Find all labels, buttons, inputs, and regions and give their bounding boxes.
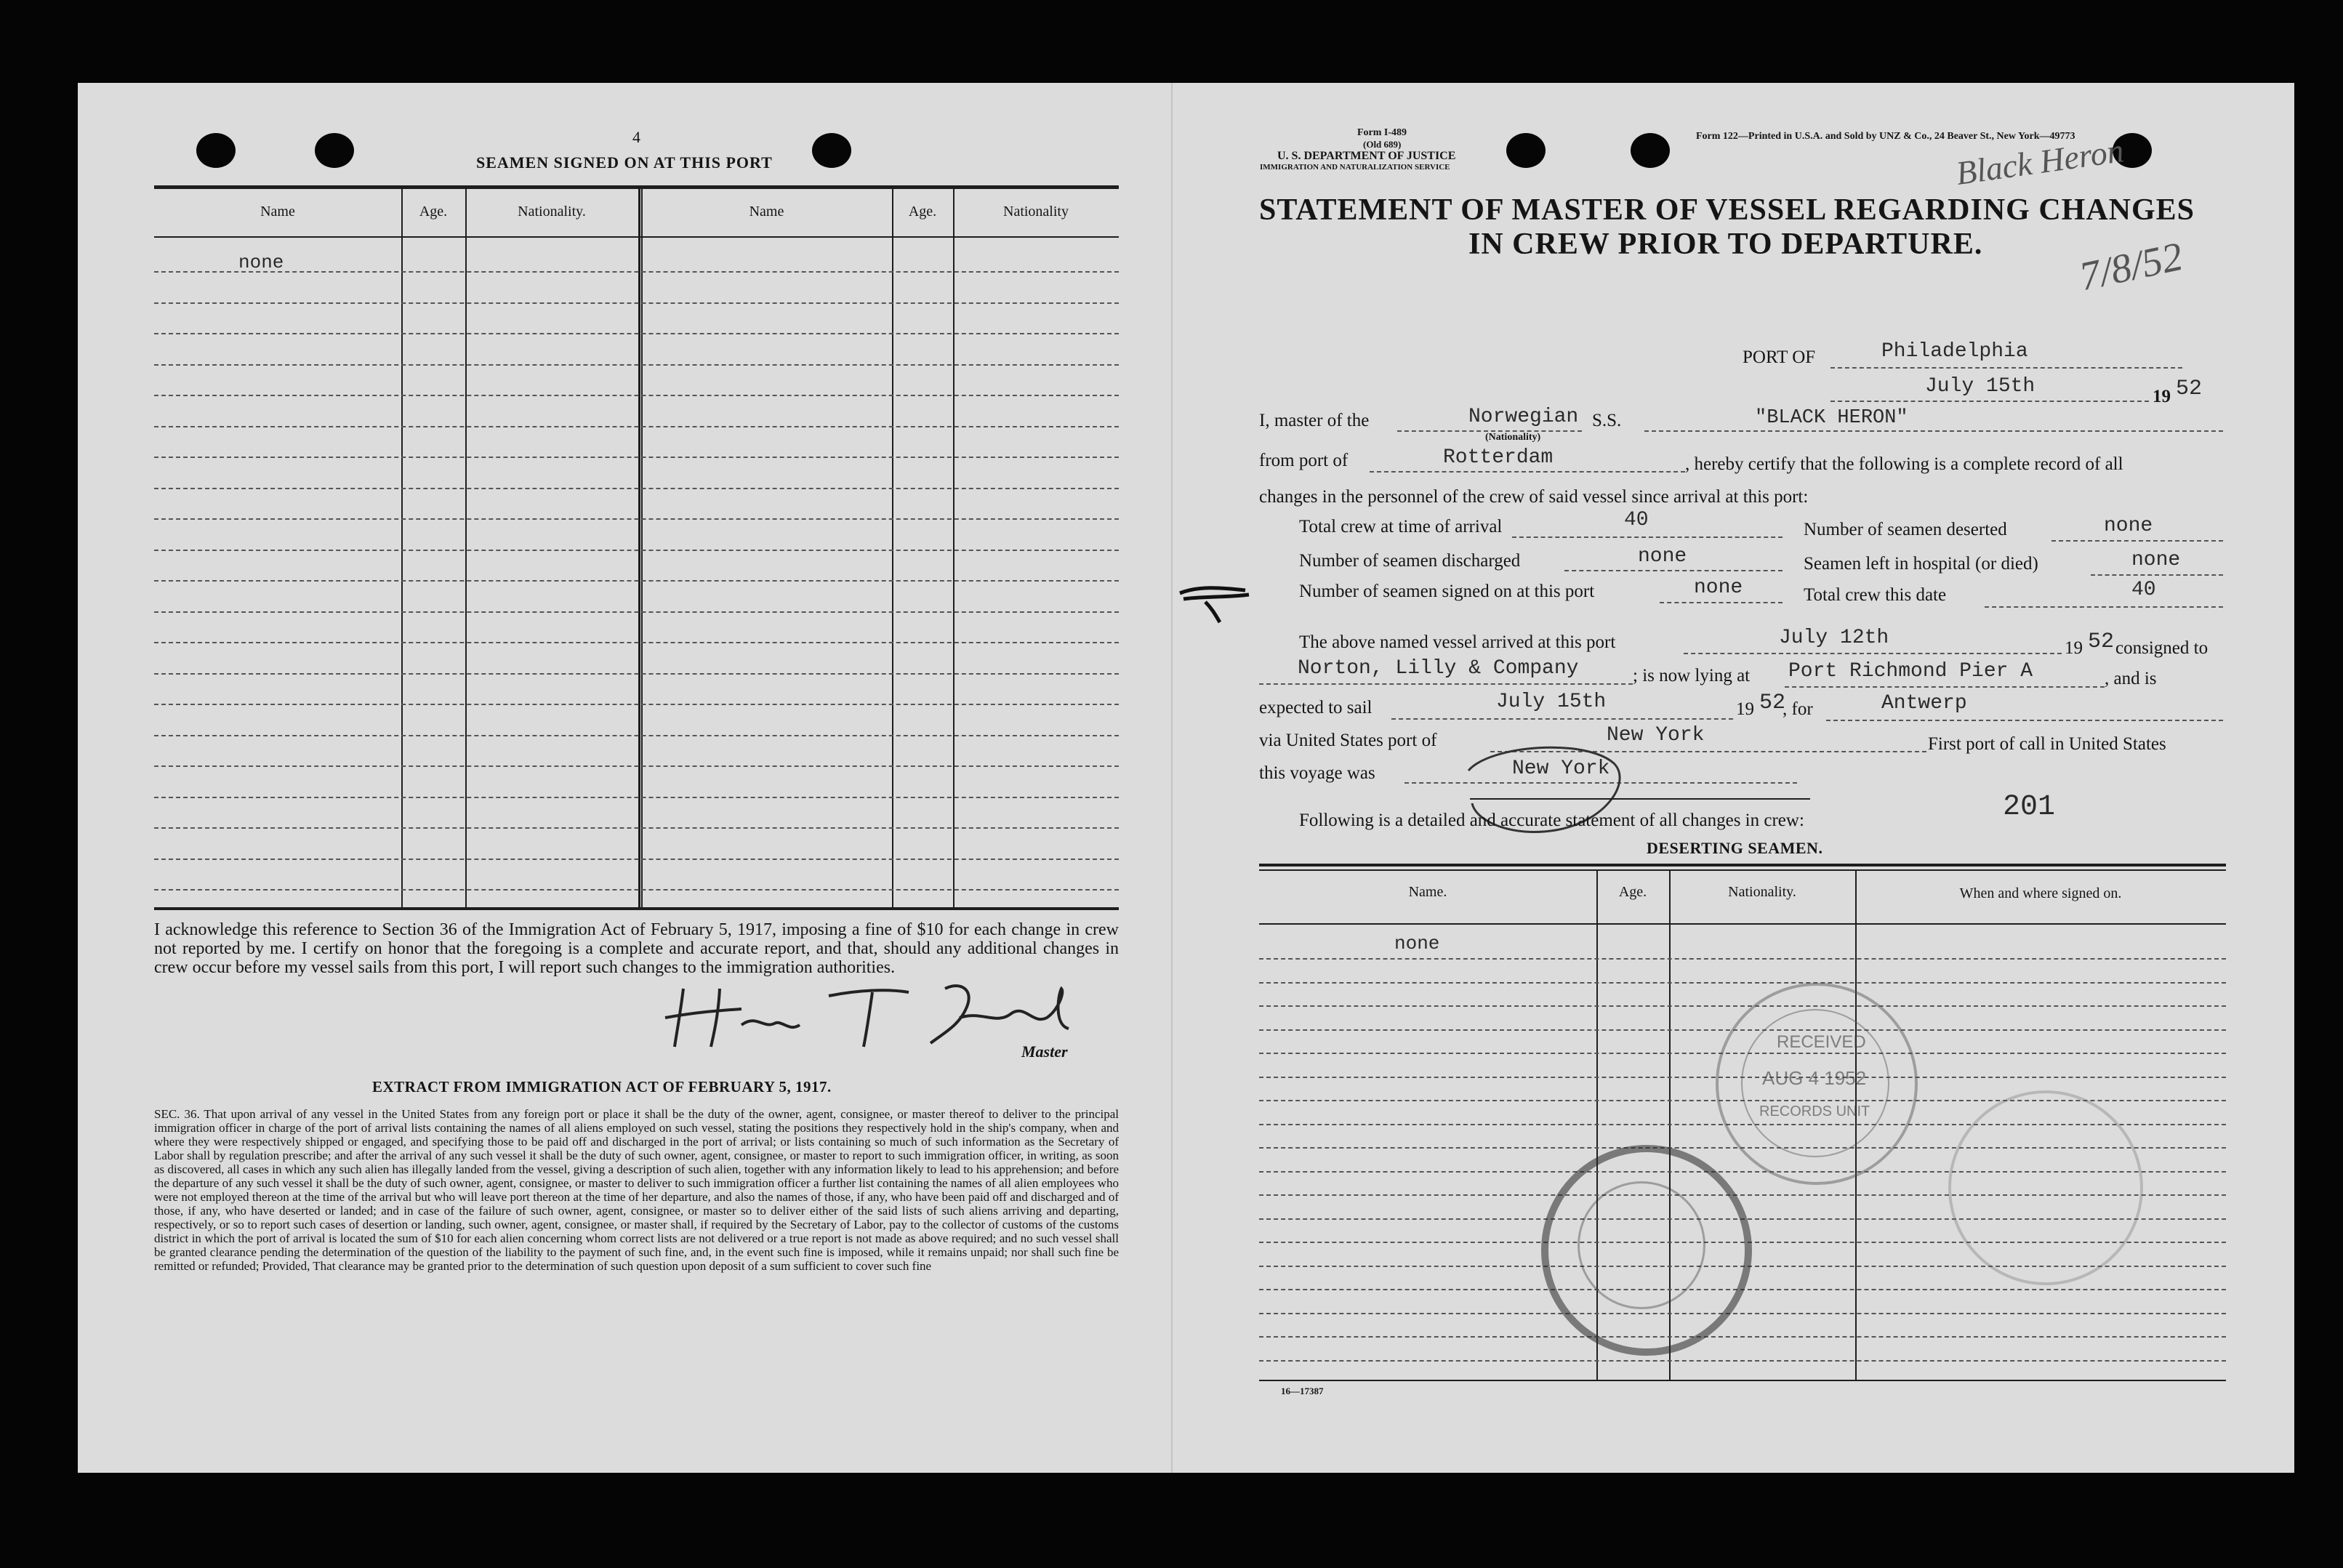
deserting-table-entry: none bbox=[1394, 933, 1440, 954]
ruled-row-line bbox=[154, 302, 1119, 304]
discharged-field bbox=[1564, 570, 1783, 571]
and-is-label: , and is bbox=[2105, 669, 2157, 688]
following-text: Following is a detailed and accurate statement of all changes in crew: bbox=[1299, 811, 1804, 830]
official-seal-inner bbox=[1578, 1181, 1705, 1309]
signed-on-field bbox=[1660, 602, 1783, 603]
ruled-row-line bbox=[154, 704, 1119, 705]
col-header-age: Age. bbox=[419, 204, 448, 220]
department: U. S. DEPARTMENT OF JUSTICE bbox=[1277, 150, 1456, 162]
certify-text: , hereby certify that the following is a complete record of all bbox=[1685, 454, 2123, 474]
total-crew-arrival-field bbox=[1512, 536, 1783, 538]
ruled-row-line bbox=[1259, 982, 2226, 984]
deserted-field bbox=[2051, 540, 2223, 542]
deserting-table-top bbox=[1259, 864, 2226, 867]
deserting-col-nationality: Nationality. bbox=[1728, 884, 1796, 900]
ruled-row-line bbox=[154, 797, 1119, 798]
signed-on-label: Number of seamen signed on at this port bbox=[1299, 582, 1595, 601]
ruled-row-line bbox=[154, 735, 1119, 736]
stamp-received-text: RECEIVED bbox=[1777, 1032, 1866, 1052]
ruled-row-line bbox=[1259, 1313, 2226, 1314]
total-crew-date-field bbox=[1985, 606, 2223, 608]
col-divider bbox=[638, 188, 640, 907]
ruled-row-line bbox=[154, 859, 1119, 860]
voyage-rule bbox=[1470, 798, 1810, 800]
ruled-row-line bbox=[154, 271, 1119, 273]
service: IMMIGRATION AND NATURALIZATION SERVICE bbox=[1260, 163, 1450, 172]
col-header-name-2: Name bbox=[749, 204, 784, 220]
deserting-heading: DESERTING SEAMEN. bbox=[1647, 839, 1823, 857]
hospital-field bbox=[2091, 574, 2223, 576]
lying-label: ; is now lying at bbox=[1633, 666, 1751, 686]
for-label: , for bbox=[1783, 699, 1813, 719]
port-value: Philadelphia bbox=[1881, 340, 2028, 363]
ss-label: S.S. bbox=[1592, 411, 1622, 430]
punch-hole bbox=[196, 133, 236, 168]
footer-code: 16—17387 bbox=[1281, 1386, 1324, 1396]
col-header-name: Name bbox=[260, 204, 295, 220]
table-header-rule bbox=[154, 236, 1119, 238]
stamp-date-text: AUG 4 1952 bbox=[1762, 1067, 1867, 1089]
ruled-row-line bbox=[154, 550, 1119, 551]
sail-date-field bbox=[1391, 718, 1733, 720]
col-divider bbox=[892, 188, 893, 907]
ruled-row-line bbox=[1259, 1360, 2226, 1362]
ruled-row-line bbox=[154, 580, 1119, 582]
ruled-row-line bbox=[154, 518, 1119, 520]
extract-text: SEC. 36. That upon arrival of any vessel in the United States from any foreign port or place it shall be the duty of the owner, agent, consignee, or master thereof to deliver to the principal immigration officer in charge of the port of arrival lists containing the names of all aliens employed on such vessel, stating the positions they respectively hold in the ship's company, when and where they were respectively shipped or engaged, and specifying those to be paid off and discharged in the port of arrival; or lists containing so much of such information as the Secretary of Labor shall by regulation prescribe; and after the arrival of any such vessel it shall be the duty of such owner, agent, consignee, or master to report to such immigration officer, in writing, as soon as discovered, all cases in which any such alien has illegally landed from the vessel, giving a description of such alien, together with any information likely to lead to his apprehension; and before the departure of any such vessel it shall be the duty of such owner, agent, consignee, or master to deliver to such immigration officer a further list containing the names of all alien employees who were not employed thereon at the time of the arrival but who will leave port thereon at the time of her departure, and also the names of those, if any, who have been paid off and discharged and of those, if any, who have deserted or landed; and in case of the failure of such owner, agent, consignee, or master so to deliver either of the said lists of such aliens arriving and departing, respectively, or so to report such cases of desertion or landing, such owner, agent, consignee, or master shall, if required by the Secretary of Labor, pay to the collector of customs of the customs district in which the port of arrival is located the sum of $10 for each alien concerning whom correct lists are not delivered or a true report is not made as above required; and no such vessel shall be granted clearance pending the determination of the question of the liability to the payment of such fine, and, in the event such fine is imposed, while it remains unpaid; nor shall such fine be remitted or refunded; Provided, That clearance may be granted prior to the determination of such question upon deposit of a sum sufficient to cover such fine bbox=[154, 1107, 1119, 1273]
clip-mark bbox=[1176, 580, 1256, 624]
ruled-row-line bbox=[154, 395, 1119, 396]
via-label: via United States port of bbox=[1259, 731, 1437, 750]
form-title-line2: IN CREW PRIOR TO DEPARTURE. bbox=[1468, 228, 1983, 261]
sail-year-prefix: 19 bbox=[1736, 699, 1754, 719]
total-crew-arrival-label: Total crew at time of arrival bbox=[1299, 517, 1503, 536]
table-top-rule bbox=[154, 185, 1119, 189]
lying-at-field bbox=[1785, 686, 2105, 688]
punch-hole bbox=[1506, 133, 1546, 168]
date-field bbox=[1830, 401, 2149, 402]
arrived-year-value: 52 bbox=[2088, 630, 2115, 654]
first-call-value: New York bbox=[1512, 757, 1610, 780]
ruled-row-line bbox=[1259, 1336, 2226, 1338]
nationality-caption: (Nationality) bbox=[1485, 432, 1541, 443]
hospital-label: Seamen left in hospital (or died) bbox=[1804, 554, 2038, 574]
discharged-label: Number of seamen discharged bbox=[1299, 551, 1521, 571]
nationality-value: Norwegian bbox=[1468, 406, 1579, 428]
this-voyage-label: this voyage was bbox=[1259, 763, 1375, 783]
ruled-row-line bbox=[154, 426, 1119, 427]
consignee-field bbox=[1259, 683, 1633, 685]
form-old: (Old 689) bbox=[1363, 139, 1402, 150]
changes-text: changes in the personnel of the crew of said vessel since arrival at this port: bbox=[1259, 487, 1809, 507]
deserting-table-top-2 bbox=[1259, 869, 2226, 871]
total-crew-date-label: Total crew this date bbox=[1804, 585, 1947, 605]
col-header-nationality-2: Nationality bbox=[1003, 204, 1069, 220]
from-port-field bbox=[1370, 471, 1685, 473]
col-divider bbox=[401, 188, 403, 907]
ruled-row-line bbox=[1259, 958, 2226, 960]
deserted-value: none bbox=[2104, 515, 2153, 537]
form-title-line1: STATEMENT OF MASTER OF VESSEL REGARDING CHANGES bbox=[1259, 193, 2195, 227]
col-header-nationality: Nationality. bbox=[518, 204, 586, 220]
signed-on-value: none bbox=[1694, 576, 1743, 599]
col-divider bbox=[641, 188, 643, 907]
ruled-row-line bbox=[154, 765, 1119, 767]
handwritten-note: Black Heron bbox=[1953, 132, 2126, 192]
col-header-age-2: Age. bbox=[908, 204, 937, 220]
ruled-row-line bbox=[154, 827, 1119, 829]
hospital-value: none bbox=[2131, 549, 2181, 571]
sail-year-value: 52 bbox=[1759, 691, 1786, 715]
deserting-header-rule bbox=[1259, 923, 2226, 925]
number-201: 201 bbox=[2003, 791, 2056, 824]
sail-date-value: July 15th bbox=[1496, 691, 1607, 713]
total-crew-arrival-value: 40 bbox=[1624, 509, 1649, 531]
deserting-col-name: Name. bbox=[1408, 884, 1447, 900]
year-prefix: 19 bbox=[2153, 387, 2171, 406]
ruled-row-line bbox=[154, 611, 1119, 613]
arrived-label: The above named vessel arrived at this port bbox=[1299, 632, 1616, 652]
port-label: PORT OF bbox=[1743, 347, 1816, 367]
from-port-label: from port of bbox=[1259, 451, 1349, 470]
date-value: July 15th bbox=[1925, 375, 2035, 398]
lying-at-value: Port Richmond Pier A bbox=[1788, 660, 2033, 683]
punch-hole bbox=[1631, 133, 1670, 168]
via-port-value: New York bbox=[1607, 724, 1705, 747]
consignee-value: Norton, Lilly & Company bbox=[1298, 657, 1579, 680]
ruled-row-line bbox=[154, 333, 1119, 334]
table-bottom-rule bbox=[154, 907, 1119, 910]
arrived-date-value: July 12th bbox=[1779, 627, 1889, 649]
destination-field bbox=[1826, 720, 2223, 721]
vessel-field bbox=[1644, 430, 2223, 432]
arrived-year-prefix: 19 bbox=[2065, 638, 2083, 658]
form-number: Form I-489 bbox=[1357, 127, 1407, 138]
port-field bbox=[1830, 367, 2182, 369]
vessel-value: "BLACK HERON" bbox=[1755, 407, 1908, 429]
discharged-value: none bbox=[1638, 545, 1687, 568]
handwritten-date: 7/8/52 bbox=[2075, 233, 2187, 300]
ruled-row-line bbox=[154, 457, 1119, 458]
ruled-row-line bbox=[154, 673, 1119, 675]
punch-hole bbox=[315, 133, 354, 168]
arrived-field bbox=[1684, 653, 2062, 654]
page-number: 4 bbox=[632, 128, 640, 146]
extract-title: EXTRACT FROM IMMIGRATION ACT OF FEBRUARY 5, 1917. bbox=[372, 1078, 832, 1095]
punch-hole bbox=[812, 133, 851, 168]
master-label: Master bbox=[1021, 1042, 1068, 1061]
deserting-table-bottom bbox=[1259, 1380, 2226, 1381]
total-crew-date-value: 40 bbox=[2131, 579, 2156, 601]
faint-stamp bbox=[1948, 1090, 2143, 1285]
ruled-row-line bbox=[154, 642, 1119, 643]
year-value: 52 bbox=[2176, 377, 2203, 401]
stamp-records-text: RECORDS UNIT bbox=[1759, 1103, 1870, 1119]
consigned-label: consigned to bbox=[2115, 638, 2209, 658]
left-heading: SEAMEN SIGNED ON AT THIS PORT bbox=[476, 153, 773, 172]
deserting-col-age: Age. bbox=[1618, 884, 1647, 900]
left-table-entry: none bbox=[238, 252, 284, 273]
deserting-col-when-where: When and where signed on. bbox=[1959, 885, 2122, 901]
expected-label: expected to sail bbox=[1259, 698, 1373, 717]
col-divider bbox=[953, 188, 955, 907]
ruled-row-line bbox=[154, 364, 1119, 366]
first-call-label: First port of call in United States bbox=[1928, 734, 2166, 754]
ruled-row-line bbox=[154, 488, 1119, 489]
ruled-row-line bbox=[1259, 1005, 2226, 1007]
col-divider bbox=[465, 188, 467, 907]
destination-value: Antwerp bbox=[1881, 692, 1967, 715]
master-of-label: I, master of the bbox=[1259, 411, 1370, 430]
deserted-label: Number of seamen deserted bbox=[1804, 520, 2007, 539]
page-fold bbox=[1171, 83, 1173, 1473]
acknowledgement-text: I acknowledge this reference to Section 36 of the Immigration Act of February 5, 1917, imposing a fine of $10 for each change in crew not reported by me. I certify on honor that the foregoing is a complete and accurate report, and that, should any additional changes in crew occur before my vessel sails from this port, I will report such changes to the immigration authorities. bbox=[154, 920, 1119, 977]
ruled-row-line bbox=[154, 889, 1119, 890]
printer-note: Form 122—Printed in U.S.A. and Sold by UNZ & Co., 24 Beaver St., New York—49773 bbox=[1696, 131, 2075, 142]
from-port-value: Rotterdam bbox=[1443, 446, 1554, 469]
